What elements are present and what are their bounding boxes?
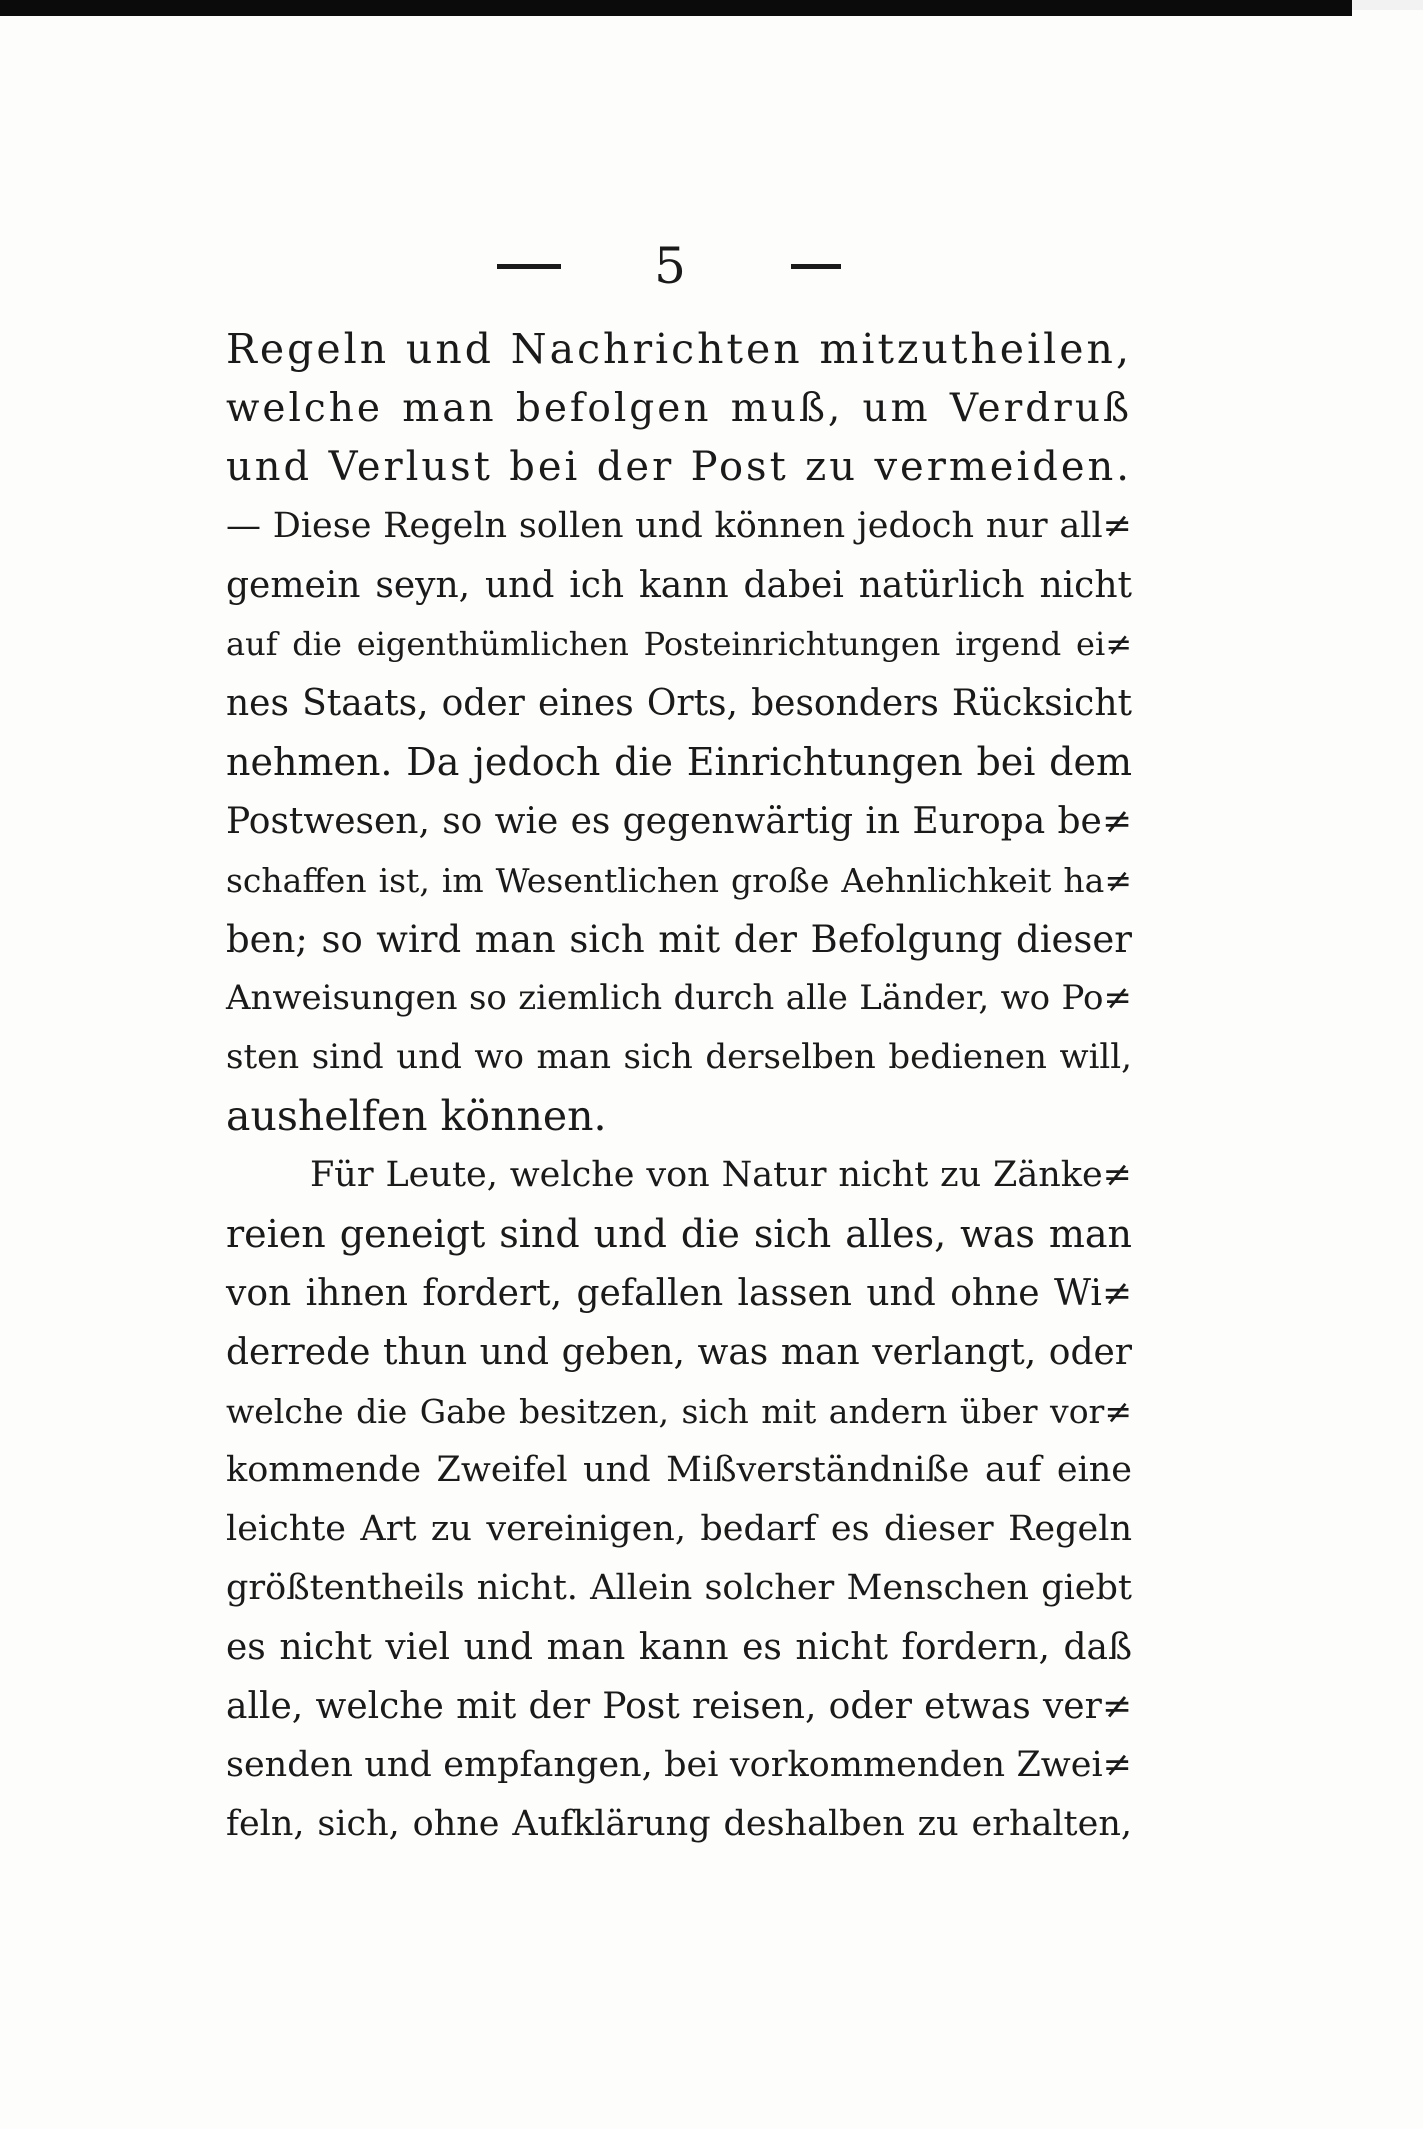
text-line: von ihnen fordert, gefallen lassen und ohne Wi≠ [226,1273,1132,1314]
text-line: reien geneigt sind und die sich alles, was man [226,1212,1132,1256]
page-number: 5 [654,237,686,295]
text-line: — Diese Regeln sollen und können jedoch nur all≠ [226,506,1132,546]
text-line: Regeln und Nachrichten mitzutheilen, [226,325,1132,373]
text-line: welche die Gabe besitzen, sich mit andern über vor≠ [226,1392,1132,1431]
text-line: kommende Zweifel und Mißverständniße auf eine [226,1450,1132,1490]
text-line: Anweisungen so ziemlich durch alle Länder, wo Po≠ [226,978,1132,1018]
text-line: und Verlust bei der Post zu vermeiden. [226,444,1132,490]
text-line: Für Leute, welche von Natur nicht zu Zänke≠ [310,1155,1132,1195]
text-line: größtentheils nicht. Allein solcher Menschen giebt [226,1568,1132,1608]
text-line: feln, sich, ohne Aufklärung deshalben zu erhalten, [226,1804,1132,1844]
body-text [226,320,1132,1854]
text-line: Postwesen, so wie es gegenwärtig in Europa be≠ [226,801,1132,842]
text-line: leichte Art zu vereinigen, bedarf es dieser Regeln [226,1509,1132,1549]
text-line: nehmen. Da jedoch die Einrichtungen bei dem [226,740,1132,784]
text-line: sten sind und wo man sich derselben bedienen will, [226,1037,1132,1077]
scan-top-border-edge [1352,0,1423,10]
scan-top-border [0,0,1352,16]
text-line: es nicht viel und man kann es nicht fordern, daß [226,1627,1132,1668]
text-line: auf die eigenthümlichen Posteinrichtungen irgend ei≠ [226,625,1132,663]
text-line: welche man befolgen muß, um Verdruß [226,386,1132,431]
text-line: aushelfen können. [226,1092,607,1140]
text-line: senden und empfangen, bei vorkommenden Zwei≠ [226,1745,1132,1785]
text-line: alle, welche mit der Post reisen, oder etwas ver≠ [226,1686,1132,1727]
text-line: derrede thun und geben, was man verlangt, oder [226,1332,1132,1373]
text-line: ben; so wird man sich mit der Befolgung dieser [226,918,1132,961]
header-dash-left [497,264,561,269]
page-header [0,236,1423,296]
text-line: schaffen ist, im Wesentlichen große Aehnlichkeit ha≠ [226,861,1132,900]
text-line: gemein seyn, und ich kann dabei natürlich nicht [226,565,1132,606]
text-line: nes Staats, oder eines Orts, besonders Rücksicht [226,683,1132,724]
header-dash-right [791,264,841,269]
